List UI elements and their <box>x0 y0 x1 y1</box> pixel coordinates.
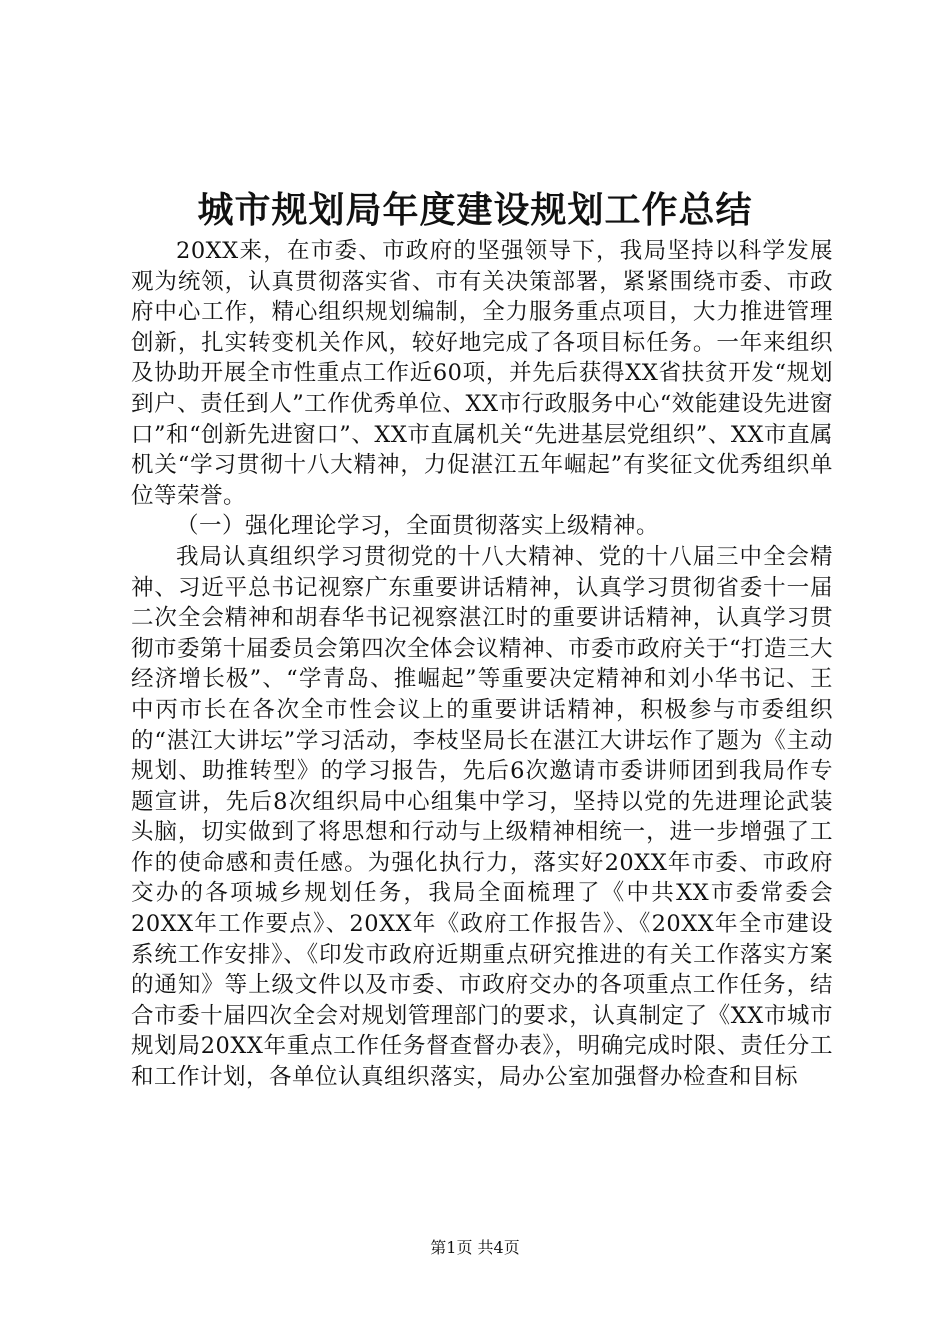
document-title: 城市规划局年度建设规划工作总结 <box>197 189 753 231</box>
page-number-footer: 第1页 共4页 <box>430 1238 520 1257</box>
paragraph-section-1: 我局认真组织学习贯彻党的十八大精神、党的十八届三中全会精神、习近平总书记视察广东重要讲话精神，认真学习贯彻省委十一届二次全会精神和胡春华书记视察湛江时的重要讲话精神，认真学习贯彻市委第十届委员会第四次全体会议精神、市委市政府关于“打造三大经济增长极”、“学青岛、推崛起”等重要决定精神和刘小华书记、王中丙市长在各次全市性会议上的重要讲话精神，积极参与市委组织的“湛江大讲坛”学习活动，李枝坚局长在湛江大讲坛作了题为《主动规划、助推转型》的学习报告，先后6次邀请市委讲师团到我局作专题宣讲，先后8次组织局中心组集中学习，坚持以党的先进理论武装头脑，切实做到了将思想和行动与上级精神相统一，进一步增强了工作的使命感和责任感。为强化执行力，落实好20XX年市委、市政府交办的各项城乡规划任务，我局全面梳理了《中共XX市委常委会20XX年工作要点》、20XX年《政府工作报告》、《20XX年全市建设系统工作安排》、《印发市政府近期重点研究推进的有关工作落实方案的通知》等上级文件以及市委、市政府交办的各项重点工作任务，结合市委十届四次全会对规划管理部门的要求，认真制定了《XX市城市规划局20XX年重点工作任务督查督办表》，明确完成时限、责任分工和工作计划，各单位认真组织落实，局办公室加强督办检查和目标 <box>131 543 834 1091</box>
document-body <box>131 236 833 1093</box>
section-heading-1: （一）强化理论学习，全面贯彻落实上级精神。 <box>176 513 660 540</box>
paragraph-intro: 20XX来，在市委、市政府的坚强领导下，我局坚持以科学发展观为统领，认真贯彻落实省、市有关决策部署，紧紧围绕市委、市政府中心工作，精心组织规划编制，全力服务重点项目，大力推进管理创新，扎实转变机关作风，较好地完成了各项目标任务。一年来组织及协助开展全市性重点工作近60项，并先后获得XX省扶贫开发“规划到户、责任到人”工作优秀单位、XX市行政服务中心“效能建设先进窗口”和“创新先进窗口”、XX市直属机关“先进基层党组织”、XX市直属机关“学习贯彻十八大精神，力促湛江五年崛起”有奖征文优秀组织单位等荣誉。 <box>131 238 833 509</box>
